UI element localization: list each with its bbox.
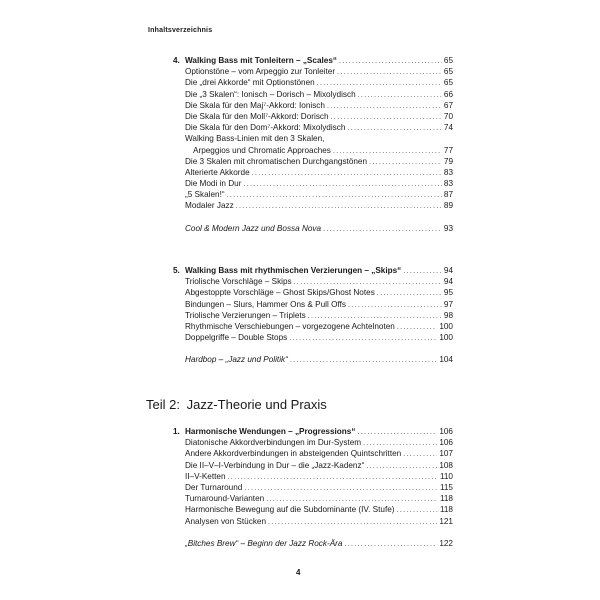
toc-entry[interactable] — [185, 200, 453, 211]
page-ref: 107 — [439, 449, 453, 459]
toc-entry[interactable] — [185, 332, 453, 343]
page-number: 4 — [296, 568, 301, 577]
page-ref: 83 — [443, 179, 453, 189]
entry-title: Die Skala für den Dom⁷-Akkord: Mixolydisch — [185, 123, 346, 133]
entry-title: Doppelgriffe – Double Stops — [185, 333, 288, 343]
entry-title: Diatonische Akkordverbindungen im Dur-System — [185, 438, 362, 448]
page-ref: 118 — [439, 494, 453, 504]
entry-title: „5 Skalen!“ — [185, 190, 225, 200]
page-ref: 115 — [439, 482, 453, 492]
toc-entries — [185, 66, 453, 211]
entry-title: Arpeggios und Chromatic Approaches — [193, 145, 331, 155]
entry-title: Triolische Verzierungen – Triplets — [185, 310, 306, 320]
page-ref: 93 — [443, 223, 453, 233]
page-ref: 121 — [439, 516, 453, 526]
interlude-title: Hardbop – „Jazz und Politik“ — [185, 355, 288, 365]
dot-leader — [339, 55, 442, 67]
page-ref: 100 — [439, 321, 453, 331]
page-ref: 65 — [443, 78, 453, 88]
toc-entry[interactable] — [185, 504, 453, 515]
toc-entry[interactable] — [185, 437, 453, 448]
entry-title: Abgestoppte Vorschläge – Ghost Skips/Ghost Notes — [185, 288, 375, 298]
entry-title: Modaler Jazz — [185, 201, 234, 211]
entry-title: Die II–V–I-Verbindung in Dur – die „Jazz-Kadenz“ — [185, 460, 365, 470]
page-ref: 70 — [443, 111, 453, 121]
toc-entry[interactable] — [185, 156, 453, 167]
chapter-heading[interactable] — [173, 55, 453, 66]
entry-title: Triolische Vorschläge – Skips — [185, 277, 292, 287]
page-ref: 89 — [443, 201, 453, 211]
chapter-5-section — [173, 265, 453, 366]
page-ref: 79 — [443, 156, 453, 166]
entry-title: Der Turnaround — [185, 482, 243, 492]
dot-leader — [403, 265, 442, 277]
chapter-1-section — [173, 426, 453, 549]
page-ref: 95 — [443, 288, 453, 298]
dot-leader — [357, 426, 437, 438]
toc-entry[interactable] — [185, 167, 453, 178]
toc-entry[interactable] — [185, 493, 453, 504]
toc-entry[interactable] — [185, 189, 453, 200]
chapter-heading[interactable] — [173, 265, 453, 276]
interlude-entry[interactable] — [185, 223, 453, 234]
page-ref: 65 — [443, 56, 453, 65]
page-ref: 104 — [439, 355, 453, 365]
entry-title: Die 3 Skalen mit chromatischen Durchgangstönen — [185, 156, 368, 166]
interlude-title: „Bitches Brew“ – Beginn der Jazz Rock-Ära — [185, 538, 343, 548]
part-title: Jazz-Theorie und Praxis — [186, 397, 327, 412]
entry-title: II–V-Ketten — [185, 471, 226, 481]
entry-title: Walking Bass-Linien mit den 3 Skalen, — [185, 134, 325, 144]
interlude-title: Cool & Modern Jazz und Bossa Nova — [185, 223, 322, 233]
entry-title: Alterierte Akkorde — [185, 167, 250, 177]
page-ref: 122 — [439, 538, 453, 548]
toc-entry[interactable] — [185, 287, 453, 298]
page-ref: 87 — [443, 190, 453, 200]
interlude-entry[interactable] — [185, 354, 453, 365]
entry-title: Die Skala für den Moll⁷-Akkord: Dorisch — [185, 111, 329, 121]
entry-title: Die Modi in Dur — [185, 179, 242, 189]
entry-title: Die Skala für den Maj⁷-Akkord: Ionisch — [185, 100, 325, 110]
chapter-number: 1. — [173, 427, 180, 436]
dot-leader — [347, 122, 441, 134]
toc-entries — [185, 437, 453, 527]
chapter-number: 5. — [173, 266, 180, 275]
entry-title: Die „3 Skalen“: Ionisch – Dorisch – Mixolydisch — [185, 89, 356, 99]
toc-entry[interactable] — [185, 111, 453, 122]
entry-title: Turnaround-Varianten — [185, 494, 265, 504]
dot-leader — [290, 354, 437, 366]
running-header: Inhaltsverzeichnis — [148, 27, 213, 34]
chapter-title: Walking Bass mit rhythmischen Verzierungen – „Skips“ — [185, 266, 402, 275]
page-ref: 98 — [443, 310, 453, 320]
entry-title: Analysen von Stücken — [185, 516, 267, 526]
chapter-number: 4. — [173, 56, 180, 65]
dot-leader — [236, 200, 442, 212]
toc-entry[interactable] — [185, 516, 453, 527]
toc-entry[interactable] — [185, 66, 453, 77]
toc-entry[interactable] — [185, 482, 453, 493]
entry-title: Optionstöne – vom Arpeggio zur Tonleiter — [185, 67, 336, 77]
entry-title: Harmonische Bewegung auf die Subdominante (IV. Stufe) — [185, 505, 395, 515]
chapter-title: Harmonische Wendungen – „Progressions“ — [185, 427, 356, 436]
part-label: Teil 2: — [146, 397, 180, 412]
page-ref: 110 — [439, 471, 453, 481]
toc-entries — [185, 276, 453, 343]
entry-title: Bindungen – Slurs, Hammer Ons & Pull Offs — [185, 299, 346, 309]
page-ref: 66 — [443, 89, 453, 99]
toc-entry[interactable] — [185, 299, 453, 310]
toc-entry[interactable] — [185, 89, 453, 100]
page-ref: 106 — [439, 438, 453, 448]
page-ref: 83 — [443, 167, 453, 177]
page-ref: 74 — [443, 123, 453, 133]
toc-entry[interactable] — [185, 448, 453, 459]
interlude-entry[interactable] — [185, 538, 453, 549]
page-ref: 94 — [443, 277, 453, 287]
page-ref: 118 — [439, 505, 453, 515]
dot-leader — [268, 516, 437, 528]
toc-entry[interactable] — [185, 178, 453, 189]
dot-leader — [289, 332, 437, 344]
entry-title: Rhythmische Verschiebungen – vorgezogene Achtelnoten — [185, 321, 395, 331]
toc-entry[interactable] — [185, 310, 453, 321]
page-ref: 67 — [443, 100, 453, 110]
page-ref: 106 — [439, 427, 453, 436]
dot-leader — [344, 538, 437, 550]
entry-title: Andere Akkordverbindungen in absteigenden Quintschritten — [185, 449, 402, 459]
toc-entry[interactable] — [185, 471, 453, 482]
page-ref: 77 — [443, 145, 453, 155]
page-ref: 108 — [439, 460, 453, 470]
chapter-heading[interactable] — [173, 426, 453, 437]
page-ref: 65 — [443, 67, 453, 77]
dot-leader — [323, 223, 442, 235]
page-ref: 94 — [443, 266, 453, 275]
part-heading — [146, 397, 327, 412]
toc-entry[interactable] — [185, 122, 453, 133]
page-ref: 97 — [443, 299, 453, 309]
page-ref: 100 — [439, 333, 453, 343]
toc-entry[interactable] — [185, 77, 453, 88]
toc-entry[interactable] — [185, 321, 453, 332]
toc-entry[interactable] — [185, 100, 453, 111]
chapter-4-section — [173, 55, 453, 234]
toc-entry[interactable] — [185, 460, 453, 471]
entry-title: Die „drei Akkorde“ mit Optionstönen — [185, 78, 315, 88]
toc-entry[interactable] — [185, 145, 453, 156]
toc-entry[interactable] — [185, 133, 453, 144]
toc-entry[interactable] — [185, 276, 453, 287]
chapter-title: Walking Bass mit Tonleitern – „Scales“ — [185, 56, 337, 65]
